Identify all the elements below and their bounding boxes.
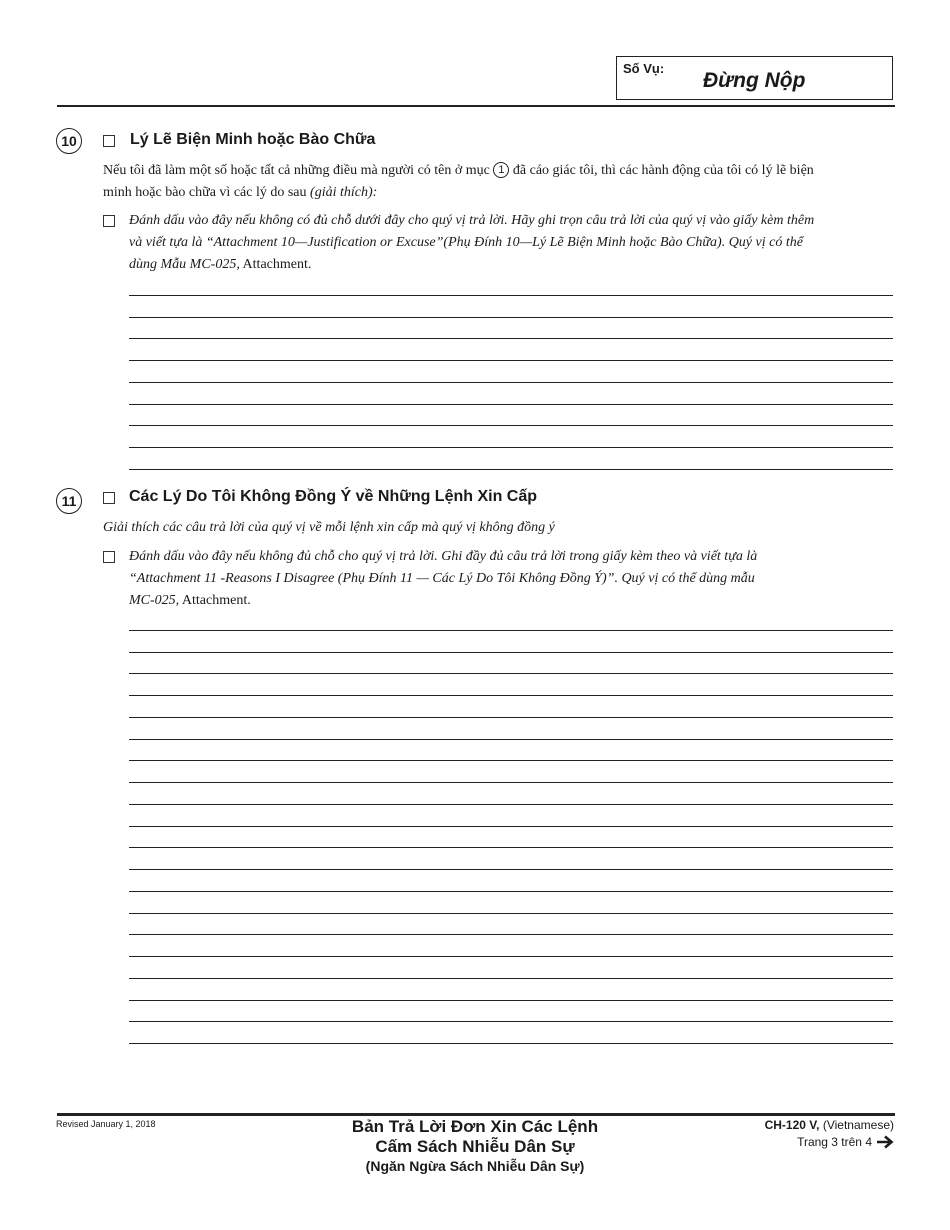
form-title-line2: Cấm Sách Nhiễu Dân Sự: [375, 1137, 575, 1156]
item-10-note-line1: Đánh dấu vào đây nếu không có đủ chỗ dưới đây cho quý vị trả lời. Hãy ghi trọn câu trả lời của quý vị vào giấy kèm thêm: [129, 213, 815, 228]
answer-line[interactable]: [129, 740, 893, 762]
answer-line[interactable]: [129, 696, 893, 718]
item-10-number: 10: [56, 128, 82, 154]
item-11-note-line1: Đánh dấu vào đây nếu không đủ chỗ cho quý vị trả lời. Ghi đầy đủ câu trả lời trong giấy kèm theo và viết tựa là: [129, 549, 758, 564]
answer-line[interactable]: [129, 1022, 893, 1044]
item-10-title: Lý Lẽ Biện Minh hoặc Bào Chữa: [130, 131, 376, 148]
answer-line[interactable]: [129, 274, 893, 296]
next-page-arrow-icon: [876, 1135, 894, 1149]
answer-line[interactable]: [129, 870, 893, 892]
case-number-label: Số Vụ:: [623, 61, 665, 76]
item-10-note-line2: và viết tựa là “Attachment 10—Justification or Excuse”(Phụ Đính 10—Lý Lẽ Biện Minh hoặc Bào Chữa). Quý vị có thể: [129, 235, 803, 250]
item-11-attachment-checkbox[interactable]: [103, 551, 115, 563]
answer-line[interactable]: [129, 448, 893, 470]
item-11-note-form: MC-025,: [129, 593, 180, 608]
item-11-title: Các Lý Do Tôi Không Đồng Ý về Những Lệnh Xin Cấp: [129, 488, 538, 505]
answer-line[interactable]: [129, 609, 893, 631]
item-10-answer-lines[interactable]: [129, 274, 893, 470]
form-code-id: CH-120 V,: [764, 1118, 820, 1132]
item-10-checkbox[interactable]: [103, 135, 115, 147]
page-number: [797, 1135, 894, 1149]
answer-line[interactable]: [129, 674, 893, 696]
header-divider: [57, 105, 895, 107]
item-10-attachment-note: [129, 210, 909, 276]
item-11-note-line2: “Attachment 11 -Reasons I Disagree (Phụ Đính 11 — Các Lý Do Tôi Không Đồng Ý)”. Quý vị có thể dùng mẫu: [129, 571, 755, 586]
item-11-checkbox[interactable]: [103, 492, 115, 504]
item-11-answer-lines[interactable]: [129, 609, 893, 1044]
answer-line[interactable]: [129, 979, 893, 1001]
footer-divider: [57, 1113, 895, 1116]
item-10-desc-before: Nếu tôi đã làm một số hoặc tất cả những điều mà người có tên ở mục: [103, 163, 494, 178]
item-11-number: 11: [56, 488, 82, 514]
answer-line[interactable]: [129, 318, 893, 340]
revised-date: Revised January 1, 2018: [56, 1119, 156, 1129]
form-code-language: (Vietnamese): [819, 1118, 894, 1132]
item-10-note-attachment: Attachment.: [239, 257, 312, 272]
answer-line[interactable]: [129, 383, 893, 405]
answer-line[interactable]: [129, 848, 893, 870]
answer-line[interactable]: [129, 805, 893, 827]
answer-line[interactable]: [129, 426, 893, 448]
form-code: [765, 1118, 894, 1132]
answer-line[interactable]: [129, 892, 893, 914]
item-11-description: Giải thích các câu trả lời của quý vị về mỗi lệnh xin cấp mà quý vị không đồng ý: [103, 520, 555, 535]
answer-line[interactable]: [129, 339, 893, 361]
item-10-note-form: dùng Mẫu MC-025,: [129, 257, 240, 272]
case-number-box[interactable]: [616, 56, 893, 100]
item-10-desc-line2: minh hoặc bào chữa vì các lý do sau: [103, 185, 311, 200]
page-label: Trang 3 trên 4: [797, 1135, 872, 1149]
answer-line[interactable]: [129, 405, 893, 427]
answer-line[interactable]: [129, 827, 893, 849]
answer-line[interactable]: [129, 761, 893, 783]
answer-line[interactable]: [129, 914, 893, 936]
form-title-line3: (Ngăn Ngừa Sách Nhiễu Dân Sự): [365, 1158, 585, 1174]
case-number-value: Đừng Nộp: [703, 69, 806, 92]
answer-line[interactable]: [129, 296, 893, 318]
item-10-attachment-checkbox[interactable]: [103, 215, 115, 227]
item-10-desc-explain: (giải thích):: [310, 185, 378, 200]
item-11-attachment-note: [129, 546, 909, 612]
item-10-desc-after: đã cáo giác tôi, thì các hành động của tôi có lý lẽ biện: [509, 163, 814, 178]
answer-line[interactable]: [129, 783, 893, 805]
form-title-line1: Bản Trả Lời Đơn Xin Các Lệnh: [351, 1117, 599, 1136]
answer-line[interactable]: [129, 361, 893, 383]
item-1-reference-circle: 1: [493, 162, 509, 178]
item-10-description: [103, 160, 903, 204]
answer-line[interactable]: [129, 935, 893, 957]
item-11-note-attachment: Attachment.: [179, 593, 251, 608]
answer-line[interactable]: [129, 1001, 893, 1023]
answer-line[interactable]: [129, 957, 893, 979]
answer-line[interactable]: [129, 718, 893, 740]
answer-line[interactable]: [129, 631, 893, 653]
answer-line[interactable]: [129, 653, 893, 675]
form-title: [300, 1117, 650, 1176]
